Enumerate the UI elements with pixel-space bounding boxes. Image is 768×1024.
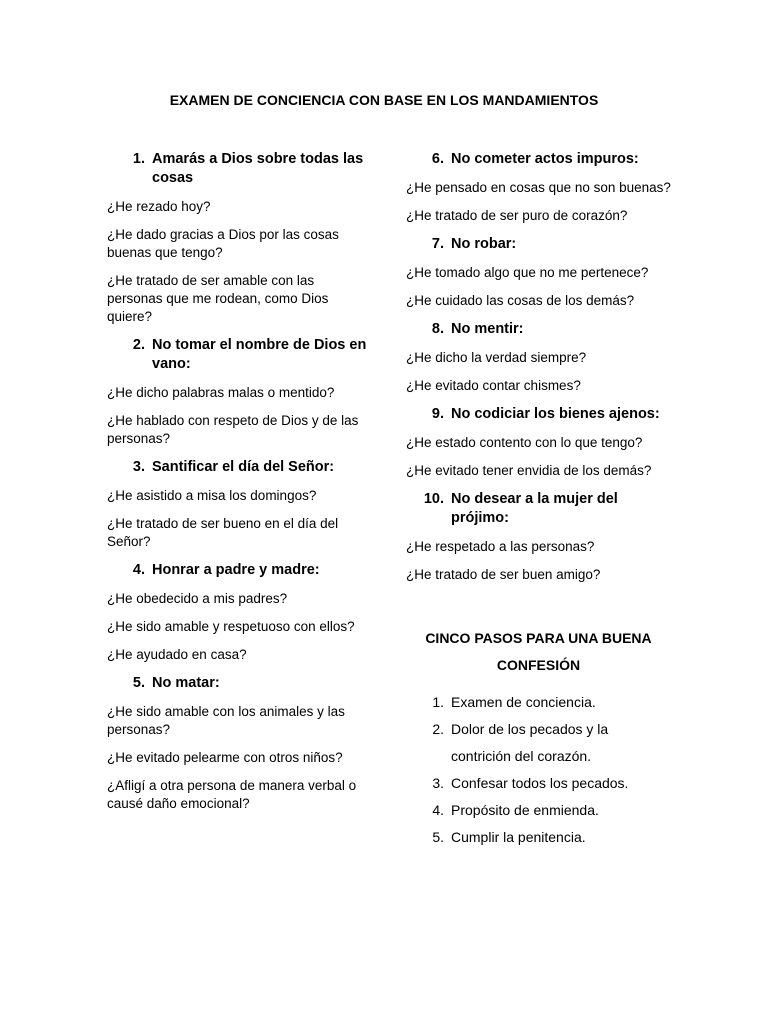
commandment-heading (107, 336, 372, 374)
commandment-title: Amarás a Dios sobre todas las cosas (152, 151, 364, 186)
question-item: ¿He dado gracias a Dios por las cosas buenas que tengo? (107, 227, 339, 260)
step-number: 1. (432, 694, 444, 710)
step-text: Propósito de enmienda. (451, 802, 599, 818)
question-item: ¿He tratado de ser amable con las personas que me rodean, como Dios quiere? (107, 273, 329, 324)
question-item: ¿He ayudado en casa? (107, 647, 247, 662)
commandment-heading (107, 458, 372, 477)
step-number: 3. (432, 775, 444, 791)
question-item: ¿He tratado de ser bueno en el día del Señor? (107, 516, 339, 549)
question-item: ¿He tomado algo que no me pertenece? (406, 265, 649, 280)
commandment-title: Honrar a padre y madre: (152, 562, 320, 578)
right-commandments (406, 150, 671, 584)
step-text: Cumplir la penitencia. (451, 829, 586, 845)
commandment-title: Santificar el día del Señor: (152, 459, 335, 475)
question-item: ¿He respetado a las personas? (406, 539, 595, 554)
commandment-number: 10. (423, 491, 444, 507)
commandment-heading (107, 674, 372, 693)
question-item: ¿He sido amable y respetuoso con ellos? (107, 619, 355, 634)
step-item (406, 689, 671, 716)
commandment-number: 9. (431, 406, 444, 422)
question-item: ¿Afligí a otra persona de manera verbal o causé daño emocional? (107, 778, 357, 811)
commandment-number: 8. (431, 321, 444, 337)
commandment-heading (406, 150, 671, 169)
step-item (406, 797, 671, 824)
question-item: ¿He estado contento con lo que tengo? (406, 435, 643, 450)
question-item: ¿He tratado de ser buen amigo? (406, 567, 601, 582)
commandment-number: 4. (132, 562, 145, 578)
question-item: ¿He sido amable con los animales y las personas? (107, 704, 345, 737)
commandment-heading (406, 235, 671, 254)
question-item: ¿He rezado hoy? (107, 199, 211, 214)
question-item: ¿He evitado contar chismes? (406, 378, 581, 393)
question-item: ¿He cuidado las cosas de los demás? (406, 293, 635, 308)
commandment-number: 7. (431, 236, 444, 252)
commandment-title: No cometer actos impuros: (451, 151, 639, 167)
commandment-title: No mentir: (451, 321, 524, 337)
right-column (406, 150, 671, 851)
question-item: ¿He evitado tener envidia de los demás? (406, 463, 652, 478)
commandment-title: No matar: (152, 675, 220, 691)
question-item: ¿He evitado pelearme con otros niños? (107, 750, 343, 765)
step-item (406, 770, 671, 797)
page-title: EXAMEN DE CONCIENCIA CON BASE EN LOS MANDAMIENTOS (169, 92, 599, 108)
commandment-title: No codiciar los bienes ajenos: (451, 406, 660, 422)
question-item: ¿He dicho la verdad siempre? (406, 350, 587, 365)
commandment-number: 6. (431, 151, 444, 167)
question-item: ¿He pensado en cosas que no son buenas? (406, 180, 671, 195)
step-text: Confesar todos los pecados. (451, 775, 629, 791)
step-number: 5. (432, 829, 444, 845)
steps-list (406, 689, 671, 851)
step-number: 4. (432, 802, 444, 818)
left-column (107, 150, 372, 823)
commandment-heading (406, 490, 671, 528)
commandment-title: No tomar el nombre de Dios en vano: (152, 337, 367, 372)
commandment-number: 5. (132, 675, 145, 691)
question-item: ¿He dicho palabras malas o mentido? (107, 385, 335, 400)
commandment-heading (406, 320, 671, 339)
commandment-heading (107, 150, 372, 188)
commandment-heading (406, 405, 671, 424)
commandment-heading (107, 561, 372, 580)
question-item: ¿He asistido a misa los domingos? (107, 488, 317, 503)
step-text: Examen de conciencia. (451, 694, 596, 710)
step-number: 2. (432, 721, 444, 737)
question-item: ¿He hablado con respeto de Dios y de las personas? (107, 413, 359, 446)
steps-title: CINCO PASOS PARA UNA BUENA CONFESIÓN (425, 630, 652, 673)
commandment-number: 1. (132, 151, 145, 167)
step-text: Dolor de los pecados y la contrición del corazón. (451, 721, 609, 764)
question-item: ¿He tratado de ser puro de corazón? (406, 208, 628, 223)
step-item (406, 824, 671, 851)
commandment-number: 3. (132, 459, 145, 475)
question-item: ¿He obedecido a mis padres? (107, 591, 288, 606)
step-item (406, 716, 671, 770)
commandment-number: 2. (132, 337, 145, 353)
commandment-title: No robar: (451, 236, 517, 252)
commandment-title: No desear a la mujer del prójimo: (451, 491, 618, 526)
